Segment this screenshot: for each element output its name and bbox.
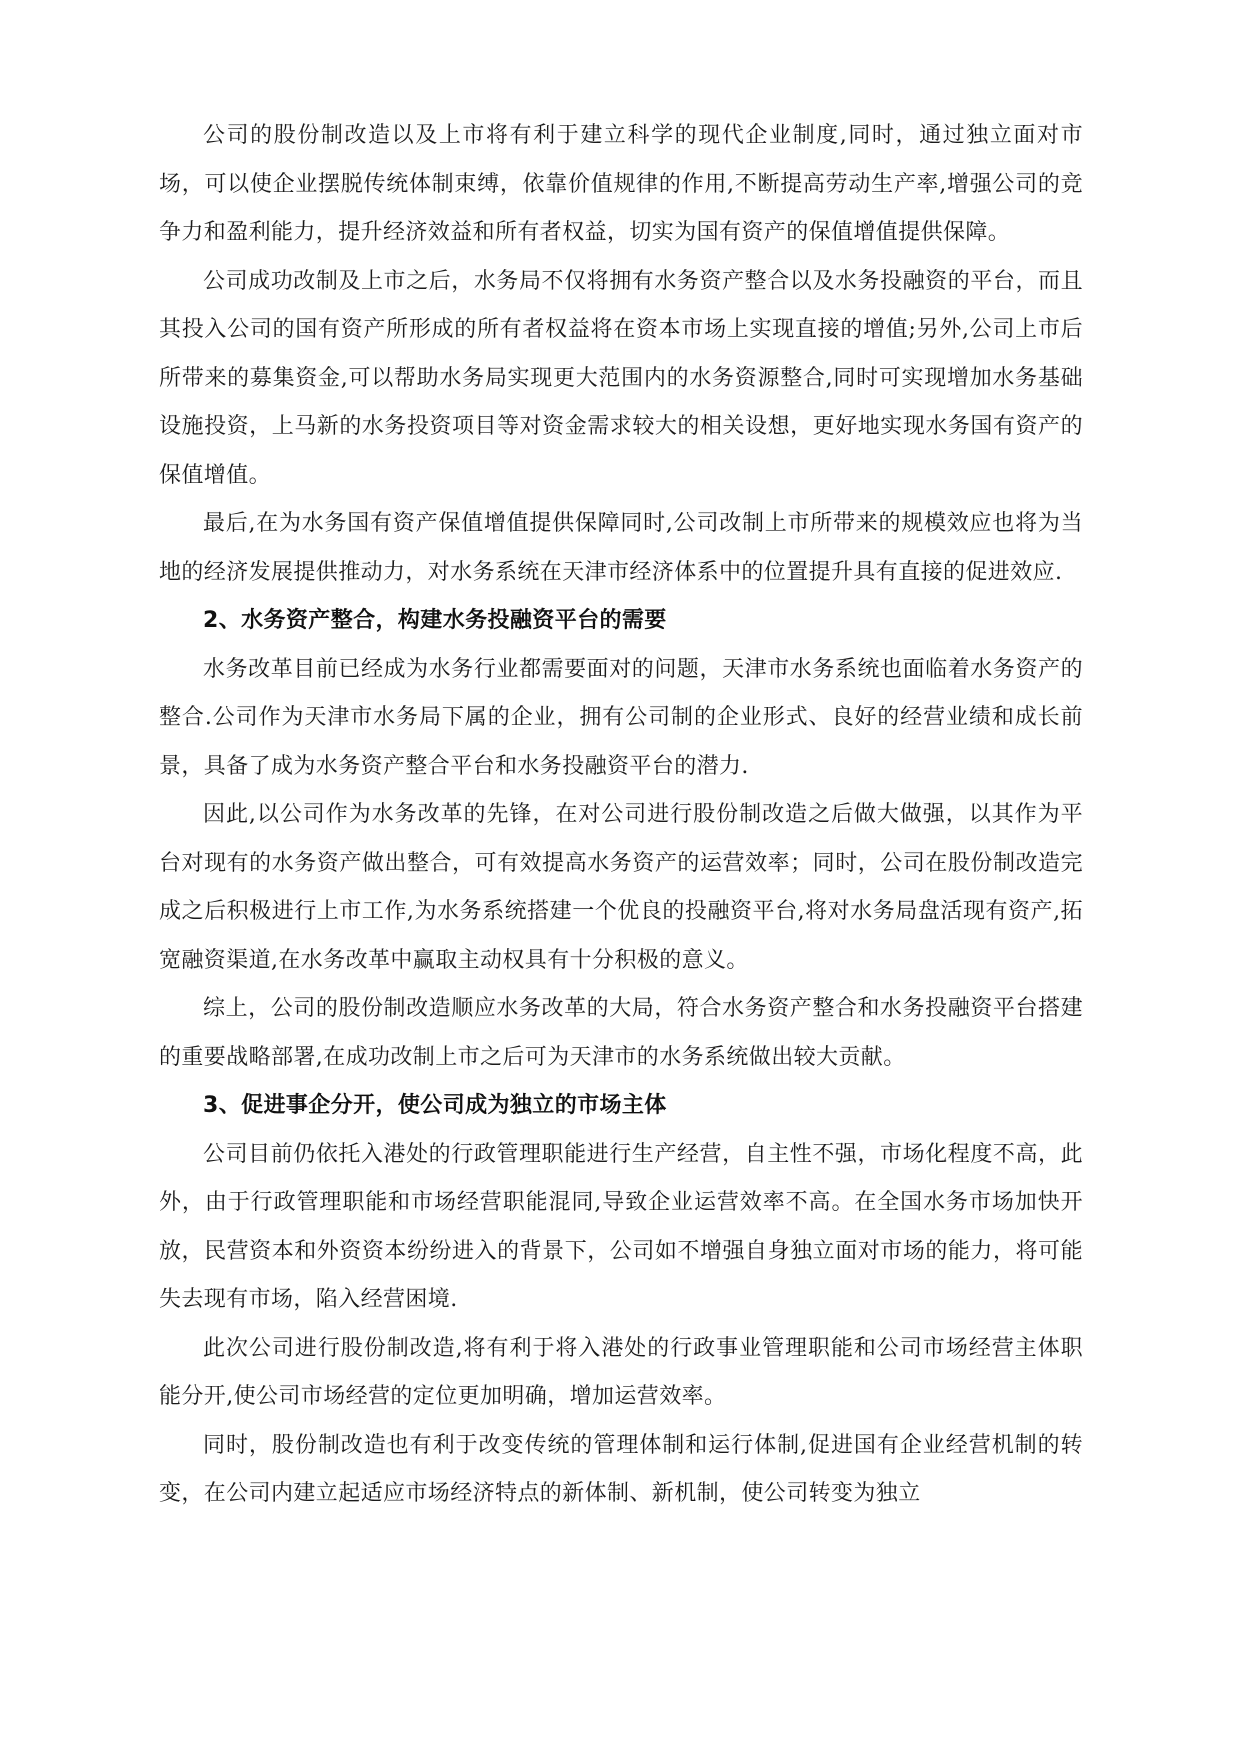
paragraph-function-separation: 此次公司进行股份制改造,将有利于将入港处的行政事业管理职能和公司市场经营主体职能分开,使公司市场经营的定位更加明确，增加运营效率。 (159, 1335, 1083, 1409)
paragraph-water-reform: 水务改革目前已经成为水务行业都需要面对的问题，天津市水务系统也面临着水务资产的整合.公司作为天津市水务局下属的企业，拥有公司制的企业形式、良好的经营业绩和成长前景，具备了成为水务资产整合平台和水务投融资平台的潜力. (159, 656, 1083, 779)
paragraph-current-dependence: 公司目前仍依托入港处的行政管理职能进行生产经营，自主性不强，市场化程度不高，此外，由于行政管理职能和市场经营职能混同,导致企业运营效率不高。在全国水务市场加快开放，民营资本和外资资本纷纷进入的背景下，公司如不增强自身独立面对市场的能力，将可能失去现有市场，陷入经营困境. (159, 1141, 1083, 1312)
section-heading-asset-integration: 2、水务资产整合，构建水务投融资平台的需要 (203, 608, 667, 633)
paragraph-mechanism-change: 同时，股份制改造也有利于改变传统的管理体制和运行体制,促进国有企业经营机制的转变，在公司内建立起适应市场经济特点的新体制、新机制，使公司转变为独立 (159, 1432, 1083, 1506)
paragraph-summary: 综上，公司的股份制改造顺应水务改革的大局，符合水务资产整合和水务投融资平台搭建的重要战略部署,在成功改制上市之后可为天津市的水务系统做出较大贡献。 (159, 996, 1083, 1070)
paragraph-reform-benefits: 公司的股份制改造以及上市将有利于建立科学的现代企业制度,同时，通过独立面对市场，可以使企业摆脱传统体制束缚，依靠价值规律的作用,不断提高劳动生产率,增强公司的竞争力和盈利能力，提升经济效益和所有者权益，切实为国有资产的保值增值提供保障。 (159, 123, 1083, 245)
paragraph-water-bureau-platform: 公司成功改制及上市之后，水务局不仅将拥有水务资产整合以及水务投融资的平台，而且其投入公司的国有资产所形成的所有者权益将在资本市场上实现直接的增值;另外,公司上市后所带来的募集资金,可以帮助水务局实现更大范围内的水务资源整合,同时可实现增加水务基础设施投资，上马新的水务投资项目等对资金需求较大的相关设想，更好地实现水务国有资产的保值增值。 (159, 268, 1083, 488)
document-page (159, 112, 1083, 1519)
section-heading-separation: 3、促进事企分开，使公司成为独立的市场主体 (203, 1093, 667, 1118)
paragraph-pioneer: 因此,以公司作为水务改革的先锋，在对公司进行股份制改造之后做大做强，以其作为平台对现有的水务资产做出整合，可有效提高水务资产的运营效率；同时，公司在股份制改造完成之后积极进行上市工作,为水务系统搭建一个优良的投融资平台,将对水务局盘活现有资产,拓宽融资渠道,在水务改革中赢取主动权具有十分积极的意义。 (159, 802, 1083, 973)
paragraph-scale-effect: 最后,在为水务国有资产保值增值提供保障同时,公司改制上市所带来的规模效应也将为当地的经济发展提供推动力，对水务系统在天津市经济体系中的位置提升具有直接的促进效应. (159, 511, 1083, 585)
